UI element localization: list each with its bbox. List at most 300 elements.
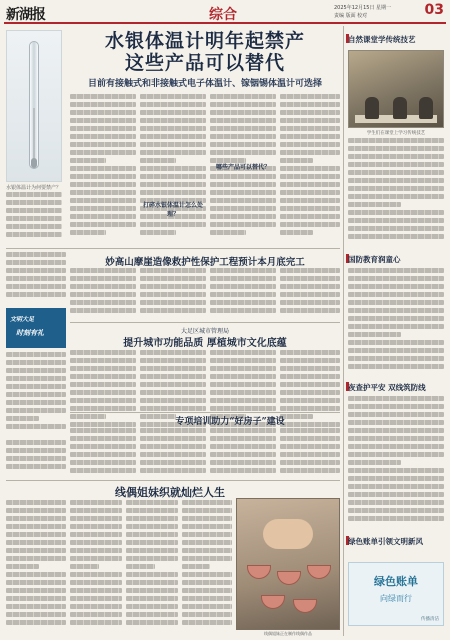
- bowl-graphic: [261, 595, 285, 609]
- body-text-line: [348, 500, 444, 505]
- body-text-line: [6, 464, 66, 469]
- body-text-line: [210, 222, 276, 227]
- newspaper-logo: 新湖报: [6, 7, 45, 23]
- body-text-line: [6, 620, 66, 625]
- body-text-line: [348, 356, 444, 361]
- body-text-line: [348, 194, 444, 199]
- story5-body-col3: [126, 500, 178, 632]
- story5-body-col4: [182, 500, 232, 632]
- body-text-line: [280, 126, 340, 131]
- body-text-line: [140, 158, 176, 163]
- body-text-line: [126, 620, 178, 625]
- body-text-line: [348, 476, 444, 481]
- body-text-line: [70, 414, 106, 419]
- masthead: [4, 2, 446, 24]
- body-text-line: [140, 452, 206, 457]
- body-text-line: [140, 300, 206, 305]
- puppet-craft-photo: [236, 498, 340, 630]
- body-text-line: [70, 308, 136, 313]
- body-text-line: [70, 508, 122, 513]
- body-text-line: [140, 142, 206, 147]
- body-text-line: [210, 444, 276, 449]
- body-text-line: [140, 436, 206, 441]
- body-text-line: [210, 126, 276, 131]
- body-text-line: [280, 428, 340, 433]
- bowl-graphic: [307, 565, 331, 579]
- body-text-line: [6, 292, 66, 297]
- body-text-line: [280, 190, 340, 195]
- body-text-line: [70, 444, 136, 449]
- body-text-line: [210, 398, 276, 403]
- lead-headline-line2: 这些产品可以替代: [124, 52, 285, 74]
- body-text-line: [210, 150, 276, 155]
- body-text-line: [126, 500, 178, 505]
- body-text-line: [126, 580, 178, 585]
- body-text-line: [6, 424, 66, 429]
- body-text-line: [126, 548, 178, 553]
- body-text-line: [70, 540, 122, 545]
- column-divider: [343, 26, 344, 636]
- body-text-line: [70, 300, 136, 305]
- body-text-line: [6, 416, 39, 421]
- body-text-line: [210, 190, 276, 195]
- story-headline-grotto[interactable]: 妙高山摩崖造像救护性保护工程预计本月底完工: [105, 257, 305, 268]
- body-text-line: [348, 412, 444, 417]
- body-text-line: [348, 340, 444, 345]
- body-text-line: [280, 308, 340, 313]
- body-text-line: [280, 284, 340, 289]
- body-text-line: [210, 428, 276, 433]
- body-text-line: [70, 134, 136, 139]
- body-text-line: [126, 564, 155, 569]
- lead-body-col5: [280, 94, 340, 244]
- body-text-line: [348, 218, 444, 223]
- body-text-line: [348, 138, 444, 143]
- body-text-line: [126, 588, 178, 593]
- body-text-line: [280, 300, 340, 305]
- body-text-line: [348, 484, 444, 489]
- body-text-line: [70, 390, 136, 395]
- body-text-line: [280, 214, 340, 219]
- body-text-line: [70, 406, 136, 411]
- body-text-line: [280, 94, 340, 99]
- story-kicker-city: 大足区城市管理局: [180, 328, 229, 335]
- body-text-line: [140, 150, 206, 155]
- body-text-line: [6, 448, 66, 453]
- body-text-line: [348, 452, 444, 457]
- body-text-line: [140, 166, 206, 171]
- body-text-line: [70, 222, 136, 227]
- body-text-line: [348, 364, 444, 369]
- body-text-line: [348, 428, 444, 433]
- body-text-line: [70, 428, 136, 433]
- body-text-line: [6, 500, 66, 505]
- divider: [6, 248, 340, 249]
- body-text-line: [140, 460, 206, 465]
- body-text-line: [348, 284, 444, 289]
- body-text-line: [280, 390, 340, 395]
- body-text-line: [182, 564, 210, 569]
- body-text-line: [6, 604, 66, 609]
- body-text-line: [70, 604, 122, 609]
- body-text-line: [280, 382, 340, 387]
- body-text-line: [182, 500, 232, 505]
- body-text-line: [6, 508, 66, 513]
- body-text-line: [210, 110, 276, 115]
- body-text-line: [70, 580, 122, 585]
- right-story2-body: [348, 268, 444, 376]
- body-text-line: [280, 198, 340, 203]
- body-text-line: [70, 516, 122, 521]
- body-text-line: [140, 358, 206, 363]
- body-text-line: [210, 284, 276, 289]
- body-text-line: [210, 276, 276, 281]
- body-text-line: [348, 396, 444, 401]
- banner-subtitle: 向绿而行: [380, 594, 412, 603]
- body-text-line: [210, 118, 276, 123]
- body-text-line: [210, 214, 276, 219]
- body-text-line: [70, 358, 136, 363]
- body-text-line: [6, 400, 66, 405]
- issue-meta: 责编 版面 校对: [334, 13, 368, 19]
- civility-banner-line1: 文明大足: [10, 316, 35, 323]
- body-text-line: [348, 186, 444, 191]
- body-text-line: [210, 308, 276, 313]
- body-text-line: [6, 456, 66, 461]
- body-text-line: [280, 268, 340, 273]
- story4-body-col3: [140, 428, 206, 476]
- body-text-line: [126, 540, 178, 545]
- body-text-line: [70, 588, 122, 593]
- body-text-line: [70, 182, 136, 187]
- body-text-line: [6, 564, 39, 569]
- body-text-line: [210, 452, 276, 457]
- body-text-line: [280, 292, 340, 297]
- body-text-line: [70, 500, 122, 505]
- body-text-line: [280, 374, 340, 379]
- body-text-line: [140, 468, 206, 473]
- body-text-line: [126, 572, 178, 577]
- section-title: 综合: [209, 7, 237, 23]
- body-text-line: [6, 384, 66, 389]
- story-headline-city[interactable]: 提升城市功能品质 厚植城市文化底蕴: [123, 338, 287, 349]
- body-text-line: [348, 516, 444, 521]
- divider: [6, 480, 340, 481]
- body-text-line: [210, 230, 246, 235]
- body-text-line: [70, 350, 136, 355]
- body-text-line: [70, 524, 122, 529]
- story2-body-col4: [280, 268, 340, 318]
- body-text-line: [210, 102, 276, 107]
- body-text-line: [6, 368, 66, 373]
- body-text-line: [70, 198, 136, 203]
- body-text-line: [348, 492, 444, 497]
- body-text-line: [210, 134, 276, 139]
- body-text-line: [210, 174, 276, 179]
- body-text-line: [210, 94, 276, 99]
- classroom-photo: [348, 50, 444, 128]
- body-text-line: [126, 556, 178, 561]
- body-text-line: [280, 110, 340, 115]
- body-text-line: [182, 596, 232, 601]
- body-text-line: [348, 276, 444, 281]
- lead-body-col1: [6, 192, 62, 244]
- body-text-line: [140, 230, 176, 235]
- body-text-line: [210, 382, 276, 387]
- lead-body-col3: [140, 94, 206, 244]
- body-text-line: [70, 436, 136, 441]
- body-text-line: [210, 374, 276, 379]
- body-text-line: [280, 206, 340, 211]
- body-text-line: [70, 118, 136, 123]
- story2-body-col1: [70, 268, 136, 318]
- body-text-line: [126, 612, 178, 617]
- body-text-line: [70, 174, 136, 179]
- body-text-line: [6, 572, 66, 577]
- body-text-line: [70, 468, 136, 473]
- body-text-line: [280, 452, 340, 457]
- body-text-line: [210, 366, 276, 371]
- body-text-line: [126, 532, 178, 537]
- body-text-line: [280, 460, 340, 465]
- body-text-line: [280, 174, 340, 179]
- body-text-line: [348, 300, 444, 305]
- body-text-line: [348, 210, 444, 215]
- right-story1-body: [348, 138, 444, 248]
- body-text-line: [280, 366, 340, 371]
- body-text-line: [6, 588, 66, 593]
- body-text-line: [70, 126, 136, 131]
- divider: [70, 412, 340, 413]
- body-text-line: [280, 142, 340, 147]
- body-text-line: [210, 468, 276, 473]
- page-number: 03: [424, 2, 444, 18]
- body-text-line: [70, 564, 99, 569]
- body-text-line: [6, 532, 66, 537]
- mercury-column: [33, 108, 35, 164]
- body-text-line: [182, 612, 232, 617]
- banner-title: 绿色账单: [374, 575, 418, 588]
- body-text-line: [6, 216, 62, 221]
- story-headline-housing[interactable]: 专项培训助力“好房子”建设: [175, 417, 285, 427]
- body-text-line: [126, 524, 178, 529]
- body-text-line: [70, 548, 122, 553]
- body-text-line: [70, 452, 136, 457]
- body-text-line: [70, 382, 136, 387]
- body-text-line: [182, 556, 232, 561]
- body-text-line: [70, 556, 122, 561]
- body-text-line: [210, 268, 276, 273]
- body-text-line: [6, 208, 62, 213]
- body-text-line: [70, 206, 136, 211]
- body-text-line: [70, 532, 122, 537]
- body-text-line: [6, 524, 66, 529]
- body-text-line: [182, 548, 232, 553]
- body-text-line: [140, 276, 206, 281]
- body-text-line: [6, 260, 66, 265]
- body-text-line: [280, 118, 340, 123]
- body-text-line: [140, 102, 206, 107]
- body-text-line: [70, 284, 136, 289]
- body-text-line: [280, 276, 340, 281]
- body-text-line: [348, 154, 444, 159]
- lead-headline[interactable]: [70, 30, 340, 74]
- story5-body-col2: [70, 500, 122, 632]
- body-text-line: [70, 276, 136, 281]
- body-text-line: [210, 300, 276, 305]
- body-text-line: [140, 110, 206, 115]
- body-text-line: [280, 350, 340, 355]
- lead-subhead-disposal: 打碎水银体温计怎么处理？: [142, 202, 203, 218]
- story4-body-col1: [6, 440, 66, 476]
- body-text-line: [182, 620, 232, 625]
- body-text-line: [70, 158, 106, 163]
- body-text-line: [210, 142, 276, 147]
- body-text-line: [140, 190, 206, 195]
- lead-headline-line1: 水银体温计明年起禁产: [104, 30, 305, 52]
- body-text-line: [70, 230, 106, 235]
- body-text-line: [182, 532, 232, 537]
- body-text-line: [6, 580, 66, 585]
- body-text-line: [280, 134, 340, 139]
- body-text-line: [210, 406, 276, 411]
- body-text-line: [70, 150, 136, 155]
- body-text-line: [280, 436, 340, 441]
- body-text-line: [280, 166, 340, 171]
- body-text-line: [210, 198, 276, 203]
- story5-body-col1: [6, 500, 66, 632]
- body-text-line: [6, 200, 62, 205]
- body-text-line: [348, 420, 444, 425]
- story1-tail-col: [6, 252, 66, 302]
- body-text-line: [6, 192, 62, 197]
- body-text-line: [126, 604, 178, 609]
- lead-subhead-alternatives: 哪些产品可以替代？: [215, 164, 270, 171]
- story4-body-col2: [70, 428, 136, 476]
- body-text-line: [280, 444, 340, 449]
- body-text-line: [140, 308, 206, 313]
- body-text-line: [70, 460, 136, 465]
- body-text-line: [280, 222, 340, 227]
- body-text-line: [70, 102, 136, 107]
- body-text-line: [182, 540, 232, 545]
- body-text-line: [6, 556, 66, 561]
- body-text-line: [348, 226, 444, 231]
- body-text-line: [140, 126, 206, 131]
- body-text-line: [348, 348, 444, 353]
- body-text-line: [348, 444, 444, 449]
- body-text-line: [210, 350, 276, 355]
- right-story3-body: [348, 396, 444, 530]
- body-text-line: [6, 352, 66, 357]
- body-text-line: [348, 436, 444, 441]
- body-text-line: [348, 468, 444, 473]
- body-text-line: [210, 390, 276, 395]
- civility-banner: [6, 308, 66, 348]
- body-text-line: [348, 460, 401, 465]
- right-section-title-nature[interactable]: 自然课堂学传统技艺: [348, 35, 416, 44]
- body-text-line: [182, 604, 232, 609]
- story4-body-col5: [280, 428, 340, 476]
- body-text-line: [6, 284, 66, 289]
- body-text-line: [210, 358, 276, 363]
- body-text-line: [280, 468, 340, 473]
- body-text-line: [6, 360, 66, 365]
- body-text-line: [348, 162, 444, 167]
- body-text-line: [348, 202, 401, 207]
- issue-date: 2025年12月15日 星期一: [334, 5, 392, 11]
- body-text-line: [6, 516, 66, 521]
- body-text-line: [182, 524, 232, 529]
- body-text-line: [70, 166, 136, 171]
- bowl-graphic: [293, 599, 317, 613]
- body-text-line: [70, 596, 122, 601]
- body-text-line: [140, 406, 206, 411]
- body-text-line: [6, 548, 66, 553]
- body-text-line: [140, 284, 206, 289]
- body-text-line: [140, 174, 206, 179]
- body-text-line: [280, 406, 340, 411]
- body-text-line: [348, 234, 444, 239]
- body-text-line: [70, 214, 136, 219]
- bowl-graphic: [277, 571, 301, 585]
- lead-subheadline: 目前有接触式和非接触式电子体温计、镓铟锡体温计可选择: [87, 79, 322, 89]
- classroom-photo-caption: 学生们在课堂上学习传统技艺: [366, 131, 426, 136]
- thermometer-bulb: [31, 158, 37, 168]
- body-text-line: [140, 222, 206, 227]
- green-bill-banner: [348, 562, 444, 626]
- body-text-line: [140, 94, 206, 99]
- story4-body-col4: [210, 428, 276, 476]
- right-section-title-defense[interactable]: 国防教育润童心: [348, 255, 401, 264]
- body-text-line: [210, 182, 276, 187]
- body-text-line: [70, 110, 136, 115]
- body-text-line: [348, 508, 444, 513]
- body-text-line: [6, 376, 66, 381]
- body-text-line: [140, 118, 206, 123]
- body-text-line: [140, 382, 206, 387]
- body-text-line: [6, 276, 66, 281]
- body-text-line: [6, 252, 66, 257]
- divider: [70, 322, 340, 323]
- body-text-line: [348, 268, 444, 273]
- body-text-line: [280, 150, 340, 155]
- story-headline-puppet-sisters[interactable]: 线偶姐妹织就灿烂人生: [115, 486, 225, 499]
- body-text-line: [70, 94, 136, 99]
- body-text-line: [70, 374, 136, 379]
- body-text-line: [140, 134, 206, 139]
- right-section-title-patrol[interactable]: 夜查护平安 双线筑防线: [348, 383, 426, 392]
- body-text-line: [6, 408, 66, 413]
- body-text-line: [6, 224, 62, 229]
- lead-body-col2: [70, 94, 136, 244]
- body-text-line: [140, 428, 206, 433]
- body-text-line: [6, 540, 66, 545]
- civility-banner-line2: 时刻有礼: [16, 328, 44, 337]
- student-figure: [365, 97, 379, 119]
- hands-graphic: [263, 519, 313, 549]
- thermometer-icon: [29, 41, 39, 169]
- right-section-title-green[interactable]: 绿色账单引领文明新风: [348, 537, 423, 546]
- body-text-line: [280, 398, 340, 403]
- body-text-line: [348, 292, 444, 297]
- body-text-line: [70, 268, 136, 273]
- body-text-line: [70, 620, 122, 625]
- body-text-line: [210, 206, 276, 211]
- body-text-line: [348, 170, 444, 175]
- body-text-line: [182, 588, 232, 593]
- banner-tag: 传播清洁: [421, 617, 439, 622]
